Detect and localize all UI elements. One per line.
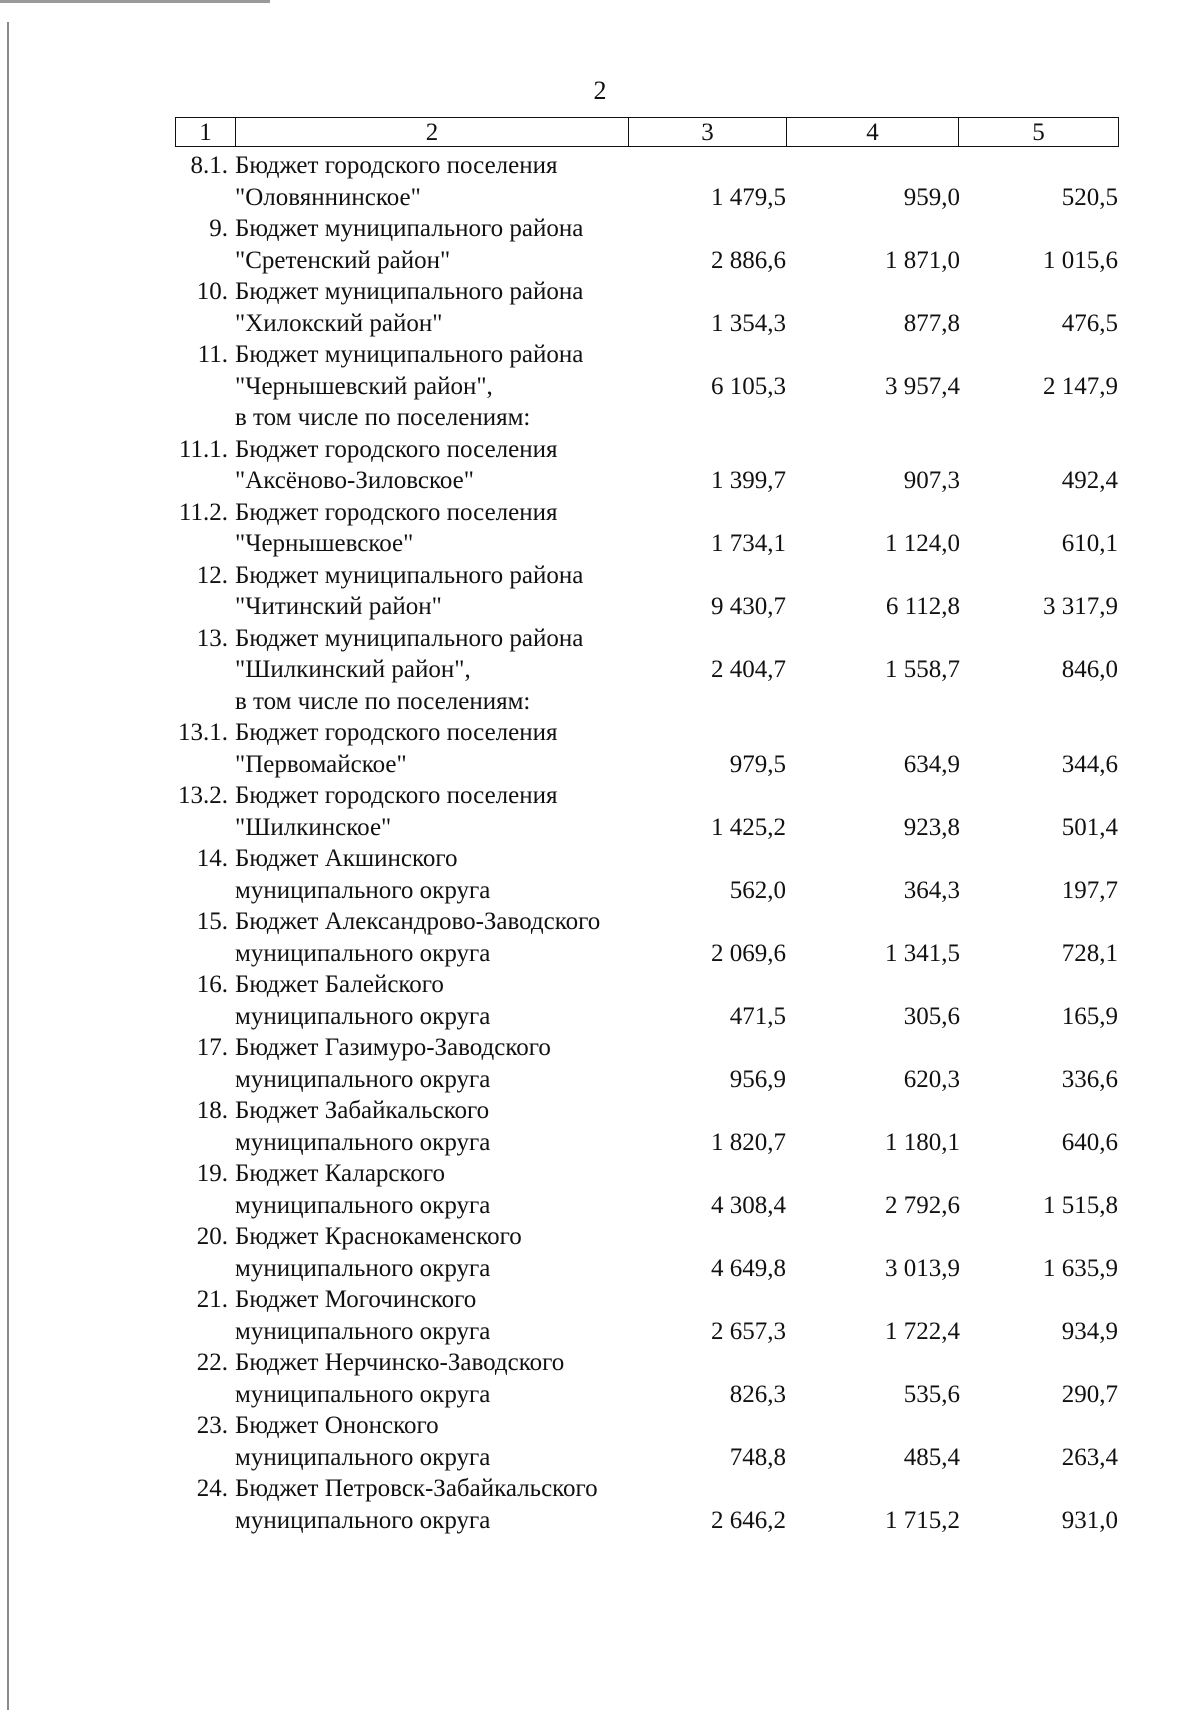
- value-col-5: 728,1: [1061, 939, 1118, 967]
- row-title: Бюджет Петровск-Забайкальского: [235, 1475, 598, 1502]
- value-col-5: 336,6: [1061, 1065, 1118, 1093]
- row-title: Бюджет городского поселения: [235, 498, 558, 526]
- row-number: 23.: [196, 1412, 228, 1439]
- table-row: [0, 339, 1200, 434]
- value-col-3: 9 430,7: [711, 593, 786, 620]
- column-header-2: 2: [236, 118, 629, 147]
- row-title: Бюджет Нерчинско-Заводского: [235, 1349, 565, 1376]
- table-row: [0, 1221, 1200, 1284]
- value-col-3: 1 734,1: [711, 530, 786, 557]
- row-number: 13.: [196, 624, 228, 652]
- row-subtitle: муниципального округа: [235, 1254, 491, 1282]
- row-title: Бюджет муниципального района: [235, 624, 584, 652]
- row-note: в том числе по поселениям:: [235, 687, 531, 715]
- row-title: Бюджет муниципального района: [235, 341, 584, 368]
- row-subtitle: "Сретенский район": [235, 246, 451, 274]
- row-title: Бюджет Балейского: [235, 971, 444, 998]
- row-number: 20.: [196, 1223, 228, 1250]
- row-number: 11.2.: [178, 498, 228, 526]
- row-number: 12.: [196, 561, 228, 589]
- row-subtitle: "Первомайское": [235, 750, 407, 778]
- value-col-3: 471,5: [729, 1002, 786, 1030]
- value-col-3: 2 886,6: [711, 246, 786, 274]
- table-row: [0, 497, 1200, 560]
- value-col-3: 4 308,4: [711, 1191, 786, 1219]
- value-col-3: 6 105,3: [711, 372, 786, 400]
- row-number: 13.2.: [178, 782, 228, 809]
- value-col-3: 826,3: [729, 1380, 786, 1408]
- value-col-5: 197,7: [1061, 876, 1118, 904]
- table-row: [0, 1473, 1200, 1536]
- value-col-5: 3 317,9: [1043, 593, 1118, 620]
- value-col-5: 846,0: [1061, 656, 1118, 683]
- column-header-row: [175, 117, 1119, 147]
- row-subtitle: муниципального округа: [235, 1380, 491, 1408]
- row-subtitle: муниципального округа: [235, 1317, 491, 1345]
- value-col-5: 931,0: [1061, 1506, 1118, 1534]
- value-col-3: 562,0: [729, 876, 786, 904]
- value-col-5: 640,6: [1061, 1128, 1118, 1156]
- table-row: [0, 843, 1200, 906]
- value-col-5: 492,4: [1061, 467, 1118, 494]
- value-col-5: 165,9: [1061, 1002, 1118, 1030]
- value-col-4: 923,8: [903, 813, 960, 841]
- value-col-4: 305,6: [903, 1002, 960, 1030]
- column-header-5: 5: [959, 118, 1119, 147]
- value-col-4: 3 957,4: [885, 372, 960, 400]
- row-subtitle: "Чернышевский район",: [235, 372, 493, 400]
- value-col-4: 1 871,0: [885, 246, 960, 274]
- row-title: Бюджет муниципального района: [235, 278, 584, 305]
- value-col-3: 1 425,2: [711, 813, 786, 841]
- row-subtitle: муниципального округа: [235, 939, 491, 967]
- table-row: [0, 1284, 1200, 1347]
- value-col-4: 634,9: [903, 750, 960, 778]
- table-row: [0, 150, 1200, 213]
- value-col-4: 1 715,2: [885, 1506, 960, 1534]
- row-number: 10.: [196, 278, 228, 305]
- row-title: Бюджет городского поселения: [235, 435, 558, 463]
- row-number: 11.1.: [178, 435, 228, 463]
- page-number: 2: [593, 76, 607, 105]
- table-row: [0, 623, 1200, 718]
- column-header-1: 1: [176, 118, 236, 147]
- row-number: 22.: [196, 1349, 228, 1376]
- table-row: [0, 780, 1200, 843]
- table-row: [0, 1095, 1200, 1158]
- table-row: [0, 560, 1200, 623]
- value-col-4: 1 341,5: [885, 939, 960, 967]
- row-title: Бюджет Забайкальского: [235, 1097, 490, 1124]
- row-title: Бюджет муниципального района: [235, 561, 584, 589]
- row-number: 24.: [196, 1475, 228, 1502]
- value-col-3: 1 354,3: [711, 309, 786, 337]
- value-col-4: 877,8: [903, 309, 960, 337]
- value-col-5: 476,5: [1061, 309, 1118, 337]
- value-col-5: 1 015,6: [1043, 246, 1118, 274]
- table-row: [0, 276, 1200, 339]
- row-subtitle: муниципального округа: [235, 1065, 491, 1093]
- value-col-4: 1 180,1: [885, 1128, 960, 1156]
- value-col-4: 620,3: [903, 1065, 960, 1093]
- table-row: [0, 1158, 1200, 1221]
- table-row: [0, 1347, 1200, 1410]
- value-col-5: 290,7: [1061, 1380, 1118, 1408]
- row-title: Бюджет Краснокаменского: [235, 1223, 522, 1250]
- row-subtitle: "Хилокский район": [235, 309, 443, 337]
- row-subtitle: муниципального округа: [235, 1002, 491, 1030]
- row-subtitle: муниципального округа: [235, 1191, 491, 1219]
- value-col-4: 2 792,6: [885, 1191, 960, 1219]
- value-col-5: 610,1: [1061, 530, 1118, 557]
- row-number: 8.1.: [190, 152, 228, 179]
- row-number: 9.: [209, 215, 228, 242]
- table-row: [0, 1410, 1200, 1473]
- table-row: [0, 1032, 1200, 1095]
- row-number: 21.: [196, 1286, 228, 1313]
- value-col-3: 2 404,7: [711, 656, 786, 683]
- value-col-5: 501,4: [1061, 813, 1118, 841]
- value-col-5: 1 635,9: [1043, 1254, 1118, 1282]
- value-col-5: 934,9: [1061, 1317, 1118, 1345]
- row-number: 11.: [197, 341, 228, 368]
- value-col-4: 3 013,9: [885, 1254, 960, 1282]
- value-col-5: 263,4: [1061, 1443, 1118, 1471]
- row-number: 15.: [196, 908, 228, 935]
- row-subtitle: "Шилкинское": [235, 813, 392, 841]
- value-col-3: 2 657,3: [711, 1317, 786, 1345]
- row-title: Бюджет городского поселения: [235, 152, 558, 179]
- row-subtitle: муниципального округа: [235, 1128, 491, 1156]
- row-number: 18.: [196, 1097, 228, 1124]
- value-col-3: 1 479,5: [711, 183, 786, 211]
- row-title: Бюджет городского поселения: [235, 782, 558, 809]
- value-col-5: 520,5: [1061, 183, 1118, 211]
- row-subtitle: "Шилкинский район",: [235, 656, 471, 683]
- value-col-3: 1 820,7: [711, 1128, 786, 1156]
- row-subtitle: "Аксёново-Зиловское": [235, 467, 474, 494]
- value-col-4: 535,6: [903, 1380, 960, 1408]
- column-header-4: 4: [787, 118, 959, 147]
- table-row: [0, 213, 1200, 276]
- row-number: 19.: [196, 1160, 228, 1187]
- row-subtitle: "Читинский район": [235, 593, 442, 620]
- row-number: 13.1.: [178, 719, 228, 746]
- row-title: Бюджет Каларского: [235, 1160, 446, 1187]
- row-subtitle: муниципального округа: [235, 1506, 491, 1534]
- table-row: [0, 906, 1200, 969]
- budget-table-body: [0, 150, 1200, 1536]
- table-row: [0, 717, 1200, 780]
- row-title: Бюджет Газимуро-Заводского: [235, 1034, 551, 1061]
- value-col-3: 1 399,7: [711, 467, 786, 494]
- value-col-3: 979,5: [729, 750, 786, 778]
- value-col-5: 2 147,9: [1043, 372, 1118, 400]
- row-title: Бюджет Александрово-Заводского: [235, 908, 601, 935]
- row-title: Бюджет Могочинского: [235, 1286, 477, 1313]
- row-subtitle: муниципального округа: [235, 1443, 491, 1471]
- row-title: Бюджет муниципального района: [235, 215, 584, 242]
- value-col-3: 956,9: [729, 1065, 786, 1093]
- value-col-4: 1 124,0: [885, 530, 960, 557]
- value-col-5: 344,6: [1061, 750, 1118, 778]
- table-row: [0, 969, 1200, 1032]
- row-number: 14.: [196, 845, 228, 872]
- value-col-5: 1 515,8: [1043, 1191, 1118, 1219]
- value-col-4: 485,4: [903, 1443, 960, 1471]
- value-col-4: 907,3: [903, 467, 960, 494]
- value-col-4: 364,3: [903, 876, 960, 904]
- value-col-3: 748,8: [729, 1443, 786, 1471]
- row-note: в том числе по поселениям:: [235, 404, 531, 431]
- row-subtitle: "Оловяннинское": [235, 183, 421, 211]
- row-title: Бюджет Ононского: [235, 1412, 439, 1439]
- row-title: Бюджет Акшинского: [235, 845, 458, 872]
- table-row: [0, 434, 1200, 497]
- row-title: Бюджет городского поселения: [235, 719, 558, 746]
- value-col-3: 2 069,6: [711, 939, 786, 967]
- scan-edge-top: [0, 0, 270, 3]
- row-number: 17.: [196, 1034, 228, 1061]
- row-subtitle: муниципального округа: [235, 876, 491, 904]
- value-col-4: 6 112,8: [885, 593, 960, 620]
- column-header-3: 3: [629, 118, 787, 147]
- value-col-4: 1 722,4: [885, 1317, 960, 1345]
- value-col-3: 2 646,2: [711, 1506, 786, 1534]
- value-col-4: 959,0: [903, 183, 960, 211]
- value-col-3: 4 649,8: [711, 1254, 786, 1282]
- row-subtitle: "Чернышевское": [235, 530, 414, 557]
- value-col-4: 1 558,7: [885, 656, 960, 683]
- row-number: 16.: [196, 971, 228, 998]
